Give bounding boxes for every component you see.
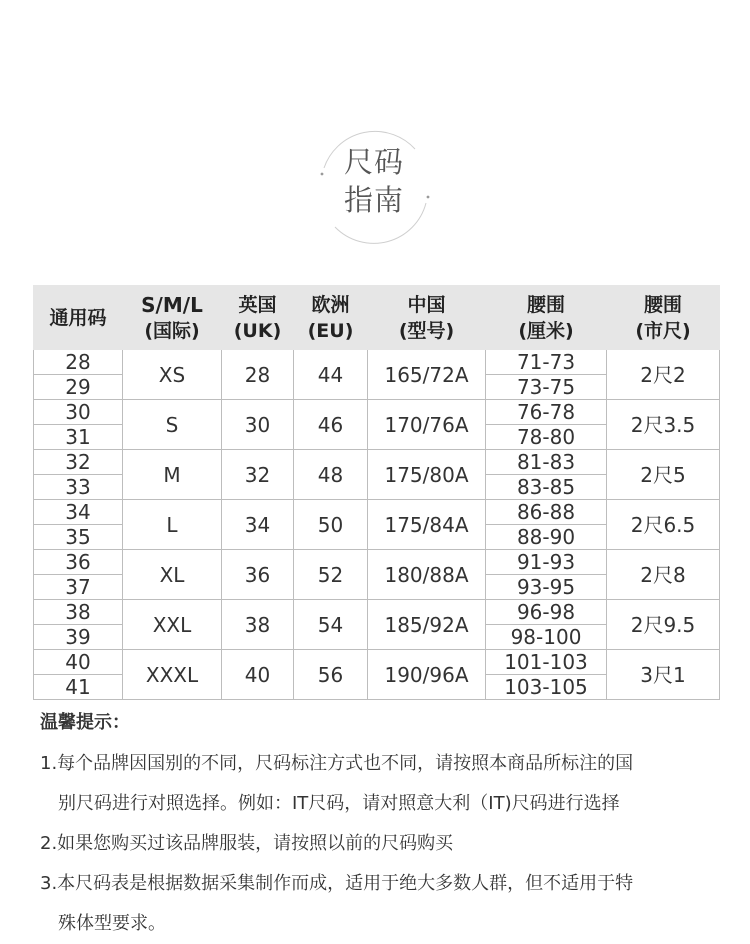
- general-code-cell: 35: [34, 525, 123, 550]
- china-cell: 190/96A: [368, 650, 486, 700]
- waist-chi-cell: 2尺5: [607, 450, 720, 500]
- waist-chi-cell: 2尺9.5: [607, 600, 720, 650]
- size-guide-title: [315, 143, 433, 219]
- sml-cell: XXL: [123, 600, 222, 650]
- general-code-cell: 36: [34, 550, 123, 575]
- table-header-row: [34, 286, 720, 350]
- general-code-cell: 28: [34, 350, 123, 375]
- sml-cell: M: [123, 450, 222, 500]
- size-table-body: [34, 350, 720, 700]
- waist-cm-cell: 71-73: [486, 350, 607, 375]
- waist-chi-cell: 2尺8: [607, 550, 720, 600]
- waist-cm-cell: 83-85: [486, 475, 607, 500]
- table-row: [34, 450, 720, 475]
- eu-cell: 44: [294, 350, 368, 400]
- china-cell: 175/80A: [368, 450, 486, 500]
- general-code-cell: 41: [34, 675, 123, 700]
- note-item-1: [40, 744, 720, 824]
- note-item-3: [40, 864, 720, 944]
- waist-chi-cell: 3尺1: [607, 650, 720, 700]
- title-line-2: 指南: [343, 183, 404, 217]
- note-2-line-1: 2.如果您购买过该品牌服装，请按照以前的尺码购买: [40, 833, 454, 854]
- eu-cell: 54: [294, 600, 368, 650]
- note-3-line-2: 殊体型要求。: [58, 913, 166, 934]
- general-code-cell: 40: [34, 650, 123, 675]
- table-row: [34, 650, 720, 675]
- header-china: 中国 (型号): [368, 286, 486, 350]
- waist-cm-cell: 96-98: [486, 600, 607, 625]
- uk-cell: 40: [222, 650, 294, 700]
- header-eu: 欧洲 (EU): [294, 286, 368, 350]
- waist-cm-cell: 103-105: [486, 675, 607, 700]
- uk-cell: 34: [222, 500, 294, 550]
- general-code-cell: 38: [34, 600, 123, 625]
- china-cell: 170/76A: [368, 400, 486, 450]
- table-row: [34, 350, 720, 375]
- waist-cm-cell: 93-95: [486, 575, 607, 600]
- notes-section: [40, 708, 720, 944]
- note-3-line-1: 3.本尺码表是根据数据采集制作而成，适用于绝大多数人群，但不适用于特: [40, 873, 634, 894]
- waist-cm-cell: 98-100: [486, 625, 607, 650]
- general-code-cell: 29: [34, 375, 123, 400]
- table-row: [34, 500, 720, 525]
- general-code-cell: 34: [34, 500, 123, 525]
- uk-cell: 28: [222, 350, 294, 400]
- waist-cm-cell: 81-83: [486, 450, 607, 475]
- header-sml: S/M/L (国际): [123, 286, 222, 350]
- waist-cm-cell: 88-90: [486, 525, 607, 550]
- table-row: [34, 550, 720, 575]
- sml-cell: XL: [123, 550, 222, 600]
- china-cell: 175/84A: [368, 500, 486, 550]
- sml-cell: XS: [123, 350, 222, 400]
- sml-cell: S: [123, 400, 222, 450]
- china-cell: 165/72A: [368, 350, 486, 400]
- note-1-line-2: 别尺码进行对照选择。例如：IT尺码，请对照意大利（IT)尺码进行选择: [58, 793, 620, 814]
- waist-cm-cell: 101-103: [486, 650, 607, 675]
- waist-chi-cell: 2尺2: [607, 350, 720, 400]
- eu-cell: 52: [294, 550, 368, 600]
- waist-chi-cell: 2尺6.5: [607, 500, 720, 550]
- uk-cell: 32: [222, 450, 294, 500]
- title-line-1: 尺码: [343, 145, 404, 179]
- size-table: [33, 285, 720, 700]
- waist-chi-cell: 2尺3.5: [607, 400, 720, 450]
- waist-cm-cell: 73-75: [486, 375, 607, 400]
- eu-cell: 48: [294, 450, 368, 500]
- notes-heading: 温馨提示：: [40, 712, 130, 733]
- general-code-cell: 33: [34, 475, 123, 500]
- table-row: [34, 400, 720, 425]
- uk-cell: 38: [222, 600, 294, 650]
- eu-cell: 50: [294, 500, 368, 550]
- uk-cell: 36: [222, 550, 294, 600]
- header-waist-chi: 腰围 (市尺): [607, 286, 720, 350]
- general-code-cell: 32: [34, 450, 123, 475]
- waist-cm-cell: 91-93: [486, 550, 607, 575]
- header-uk: 英国 (UK): [222, 286, 294, 350]
- header-waist-cm: 腰围 (厘米): [486, 286, 607, 350]
- general-code-cell: 31: [34, 425, 123, 450]
- table-row: [34, 600, 720, 625]
- china-cell: 185/92A: [368, 600, 486, 650]
- note-item-2: [40, 824, 720, 864]
- china-cell: 180/88A: [368, 550, 486, 600]
- uk-cell: 30: [222, 400, 294, 450]
- general-code-cell: 30: [34, 400, 123, 425]
- sml-cell: L: [123, 500, 222, 550]
- general-code-cell: 39: [34, 625, 123, 650]
- eu-cell: 56: [294, 650, 368, 700]
- waist-cm-cell: 76-78: [486, 400, 607, 425]
- sml-cell: XXXL: [123, 650, 222, 700]
- note-1-line-1: 1.每个品牌因国别的不同，尺码标注方式也不同，请按照本商品所标注的国: [40, 753, 634, 774]
- waist-cm-cell: 78-80: [486, 425, 607, 450]
- waist-cm-cell: 86-88: [486, 500, 607, 525]
- header-general-code: 通用码: [34, 286, 123, 350]
- eu-cell: 46: [294, 400, 368, 450]
- general-code-cell: 37: [34, 575, 123, 600]
